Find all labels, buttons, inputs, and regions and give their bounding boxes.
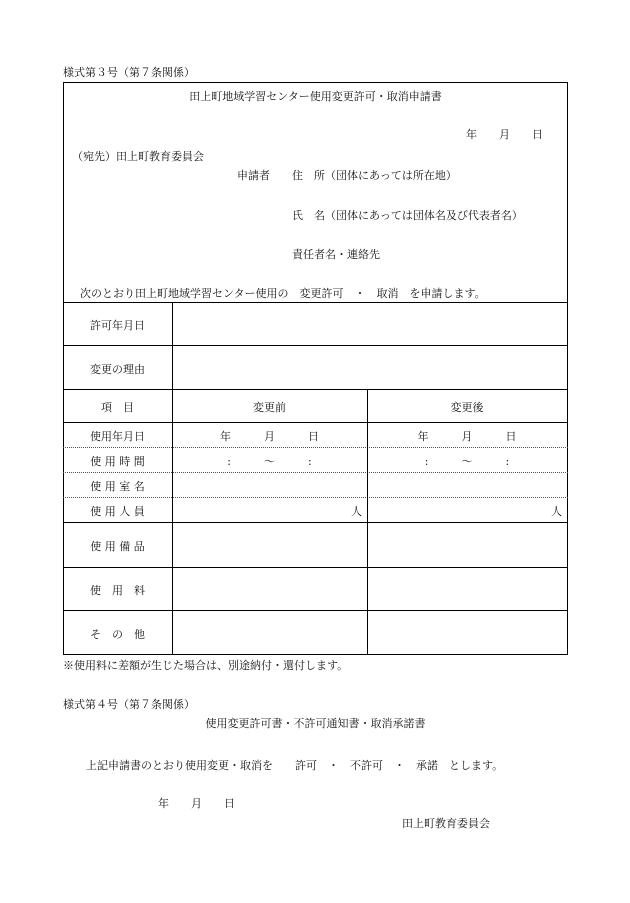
- form3-heading: 様式第３号（第７条関係）: [63, 66, 195, 79]
- use-date-before: 年 月 日: [220, 430, 319, 443]
- use-time-label: 使 用 時 間: [90, 455, 145, 468]
- use-date-label: 使用年月日: [90, 430, 145, 443]
- form4-issuer: 田上町教育委員会: [402, 817, 490, 830]
- fee-note: ※使用料に差額が生じた場合は、別途納付・還付します。: [63, 659, 349, 672]
- form3-title: 田上町地域学習センター使用変更許可・取消申請書: [189, 90, 442, 103]
- people-unit-after: 人: [551, 505, 562, 518]
- applicant-label: 申請者: [237, 169, 270, 182]
- item-header: 項 目: [101, 401, 134, 414]
- name-label: 氏 名（団体にあっては団体名及び代表者名）: [292, 209, 523, 222]
- table-dotted-rule: [63, 447, 568, 448]
- use-date-after: 年 月 日: [417, 430, 517, 443]
- table-rule: [63, 389, 568, 390]
- people-label: 使 用 人 員: [90, 505, 145, 518]
- form4-heading: 様式第４号（第７条関係）: [63, 698, 195, 711]
- use-time-before: : ～ :: [227, 455, 312, 468]
- form4-title: 使用変更許可書・不許可通知書・取消承諾書: [205, 717, 426, 730]
- fee-label: 使 用 料: [90, 584, 145, 597]
- equipment-label: 使 用 備 品: [90, 540, 145, 553]
- address-label: 住 所（団体にあっては所在地）: [292, 169, 457, 182]
- table-dotted-rule: [63, 472, 568, 473]
- change-reason-label: 変更の理由: [90, 363, 145, 376]
- form4-date: 年 月 日: [158, 797, 235, 810]
- other-label: そ の 他: [90, 628, 145, 641]
- table-top-rule: [63, 302, 568, 303]
- addressee: （宛先）田上町教育委員会: [72, 150, 204, 163]
- table-rule: [63, 345, 568, 346]
- request-sentence: 次のとおり田上町地域学習センター使用の 変更許可 ・ 取消 を申請します。: [80, 287, 486, 300]
- people-unit-before: 人: [351, 505, 362, 518]
- after-header: 変更後: [450, 401, 484, 414]
- table-rule: [63, 422, 568, 423]
- table-rule: [63, 522, 568, 523]
- permit-date-label: 許可年月日: [90, 319, 145, 332]
- table-rule: [63, 610, 568, 611]
- table-dotted-rule: [63, 497, 568, 498]
- application-date: 年 月 日: [466, 128, 543, 141]
- use-time-after: : ～ :: [424, 455, 510, 468]
- form4-sentence: 上記申請書のとおり使用変更・取消を 許可 ・ 不許可 ・ 承諾 とします。: [86, 759, 504, 772]
- contact-label: 責任者名・連絡先: [292, 248, 380, 261]
- before-header: 変更前: [253, 401, 286, 414]
- table-rule: [63, 567, 568, 568]
- room-label: 使 用 室 名: [90, 480, 145, 493]
- label-column-rule: [172, 302, 173, 655]
